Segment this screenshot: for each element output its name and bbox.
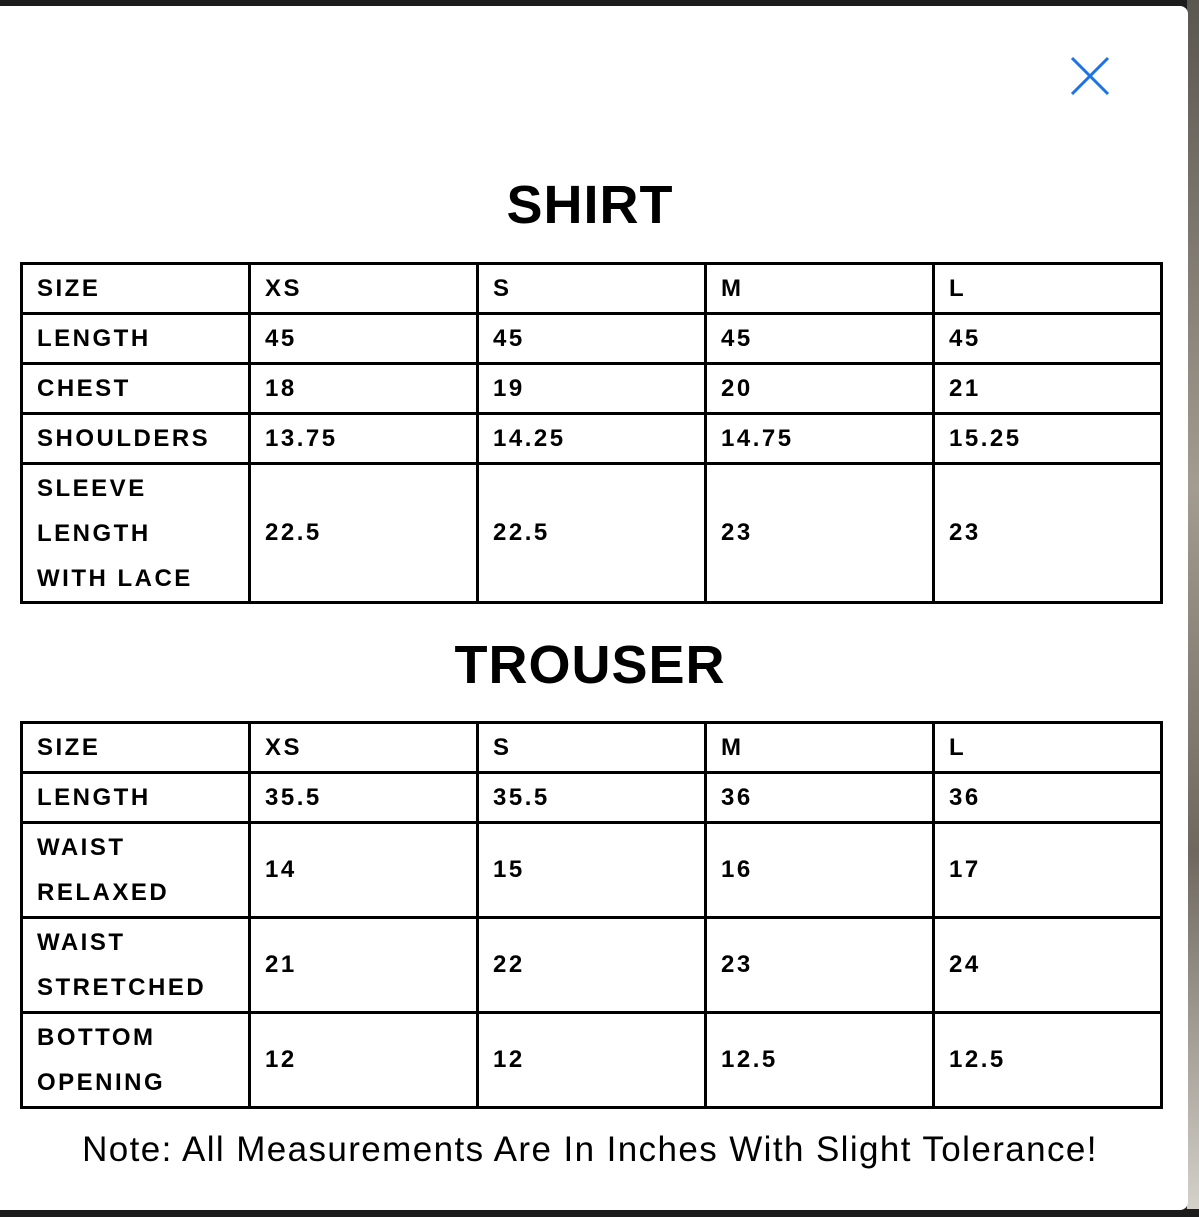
row-label: SHOULDERS [22,414,250,464]
table-cell: 24 [934,918,1162,1013]
table-cell: 13.75 [250,414,478,464]
table-cell: 12 [250,1013,478,1108]
table-row [22,918,1162,1013]
header-cell: XS [250,264,478,314]
table-cell: 12.5 [706,1013,934,1108]
table-row [22,414,1162,464]
table-row [22,314,1162,364]
table-row [22,364,1162,414]
table-cell: 14.75 [706,414,934,464]
table-cell: 23 [934,464,1162,603]
table-cell: 20 [706,364,934,414]
row-label: WAIST RELAXED [22,823,250,918]
row-label: SLEEVE LENGTH WITH LACE [22,464,250,603]
header-cell: M [706,723,934,773]
header-cell: SIZE [22,723,250,773]
table-cell: 23 [706,918,934,1013]
table-cell: 22.5 [478,464,706,603]
row-label: LENGTH [22,773,250,823]
row-label: CHEST [22,364,250,414]
shirt-size-table [20,262,1163,604]
header-cell: SIZE [22,264,250,314]
table-cell: 15.25 [934,414,1162,464]
table-row [22,773,1162,823]
table-cell: 35.5 [478,773,706,823]
close-icon [1064,50,1116,102]
table-cell: 36 [706,773,934,823]
close-button[interactable] [1064,50,1116,102]
header-cell: S [478,723,706,773]
header-cell: L [934,264,1162,314]
row-label: BOTTOM OPENING [22,1013,250,1108]
header-cell: L [934,723,1162,773]
header-cell: M [706,264,934,314]
table-cell: 23 [706,464,934,603]
table-cell: 22 [478,918,706,1013]
table-header-row [22,723,1162,773]
table-cell: 36 [934,773,1162,823]
table-cell: 35.5 [250,773,478,823]
table-cell: 14.25 [478,414,706,464]
table-cell: 45 [250,314,478,364]
table-cell: 22.5 [250,464,478,603]
size-chart-modal [0,6,1188,1210]
header-cell: S [478,264,706,314]
table-cell: 45 [706,314,934,364]
table-cell: 19 [478,364,706,414]
table-row [22,823,1162,918]
table-cell: 21 [934,364,1162,414]
backdrop-product-image [1187,0,1199,1217]
table-cell: 45 [478,314,706,364]
table-cell: 17 [934,823,1162,918]
table-cell: 12.5 [934,1013,1162,1108]
measurement-note: Note: All Measurements Are In Inches With Slight Tolerance! [82,1130,1098,1169]
backdrop-bottom [0,1209,1199,1217]
table-cell: 14 [250,823,478,918]
shirt-title: SHIRT [506,175,674,235]
trouser-size-table [20,721,1163,1109]
table-cell: 18 [250,364,478,414]
table-row [22,1013,1162,1108]
table-header-row [22,264,1162,314]
table-cell: 15 [478,823,706,918]
table-cell: 16 [706,823,934,918]
header-cell: XS [250,723,478,773]
table-row [22,464,1162,603]
trouser-title: TROUSER [454,635,726,695]
table-cell: 45 [934,314,1162,364]
row-label: WAIST STRETCHED [22,918,250,1013]
table-cell: 12 [478,1013,706,1108]
table-cell: 21 [250,918,478,1013]
row-label: LENGTH [22,314,250,364]
